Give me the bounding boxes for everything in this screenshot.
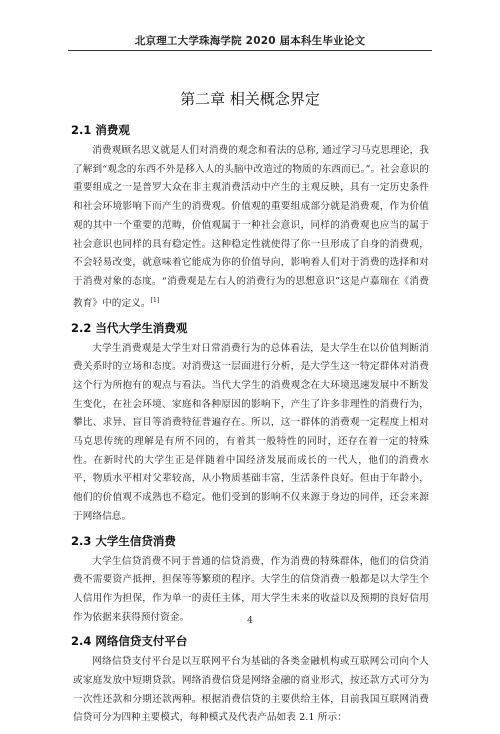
section-paragraph-2-1 [73,142,429,314]
citation-marker: [1] [150,296,160,304]
body-content [73,122,429,734]
page-number: 4 [247,616,253,626]
section-heading-2-3: 2.3 大学生信贷消费 [71,533,176,548]
section-paragraph-2-2: 大学生消费观是大学生对日常消费行为的总体看法，是大学生在以价值判断消费关系时的立场和态度。对消费这一层面进行分析，是大学生这一特定群体对消费这个行为所抱有的观点与看法。当代大学生的消费观念在大环境迅速发展中不断发生变化，在社会环境、家庭和各种原因的影响下，产生了许多非理性的消费行为，攀比、求异、盲目等消费特征普遍存在。所以，这一群体的消费观一定程度上相对马克思传统的理解是有所不同的，有着其一般特性的同时，还存在着一定的特殊性。在新时代的大学生正是伴随着中国经济发展而成长的一代人，他们的消费水平，物质水平相对父辈较高，从小物质基础丰富，生活条件良好。但由于年龄小，他们的价值观不成熟也不稳定。他们受到的影响不仅来源于身边的同伴，还会来源于网络信息。 [73,342,429,522]
chapter-title: 第二章 相关概念界定 [180,90,320,108]
section-paragraph-2-3: 大学生信贷消费不同于普通的信贷消费，作为消费的特殊群体，他们的信贷消费不需要资产抵押，担保等等繁琐的程序。大学生的信贷消费一般都是以大学生个人信用作为担保，作为单一的责任主体，用大学生未来的收益以及预期的良好信用作为依据来获得预付资金。 [73,555,429,623]
section-heading-2-1: 2.1 消费观 [71,123,130,137]
section-paragraph-2-4: 网络信贷支付平台是以互联网平台为基础的各类金融机构或互联网公司向个人或家庭发放中短期贷款。网络消费信贷是网络金融的商业形式，按还款方式可分为一次性还款和分期还款两种。根据消费信贷的主要供给主体，目前我国互联网消费信贷可分为四种主要模式，每种模式及代表产品如表 2.1 所示： [73,656,429,724]
section-heading-2-2: 2.2 当代大学生消费观 [71,320,188,335]
header-divider [68,50,432,51]
running-header: 北京理工大学珠海学院 2020 届本科生毕业论文 [134,35,366,47]
paragraph-text: 消费观顾名思义就是人们对消费的观念和看法的总称, 通过学习马克思理论，我了解到“观念的东西不外是移入人的头脑中改造过的物质的东西而已。”。社会意识的重要组成之一是普罗大众在非主观消费活动中产生的主观反映，具有一定历史条件和社会环境影响下而产生的消费观。价值观的重要组成部分就是消费观，作为价值观的其中一个重要的范畴，价值观属于一种社会意识，同样的消费观也应当的属于社会意识也同样的具有稳定性。这种稳定性就使得了你一旦形成了自身的消费观，不会轻易改变，就意味着它能成为你的价值导向，影响着人们对于消费的选择和对于消费对象的态度。“消费观是左右人的消费行为的思想意识”这是卢嘉瑞在《消费教育》中的定义。 [73,145,429,309]
section-heading-2-4: 2.4 网络信贷支付平台 [71,634,188,649]
